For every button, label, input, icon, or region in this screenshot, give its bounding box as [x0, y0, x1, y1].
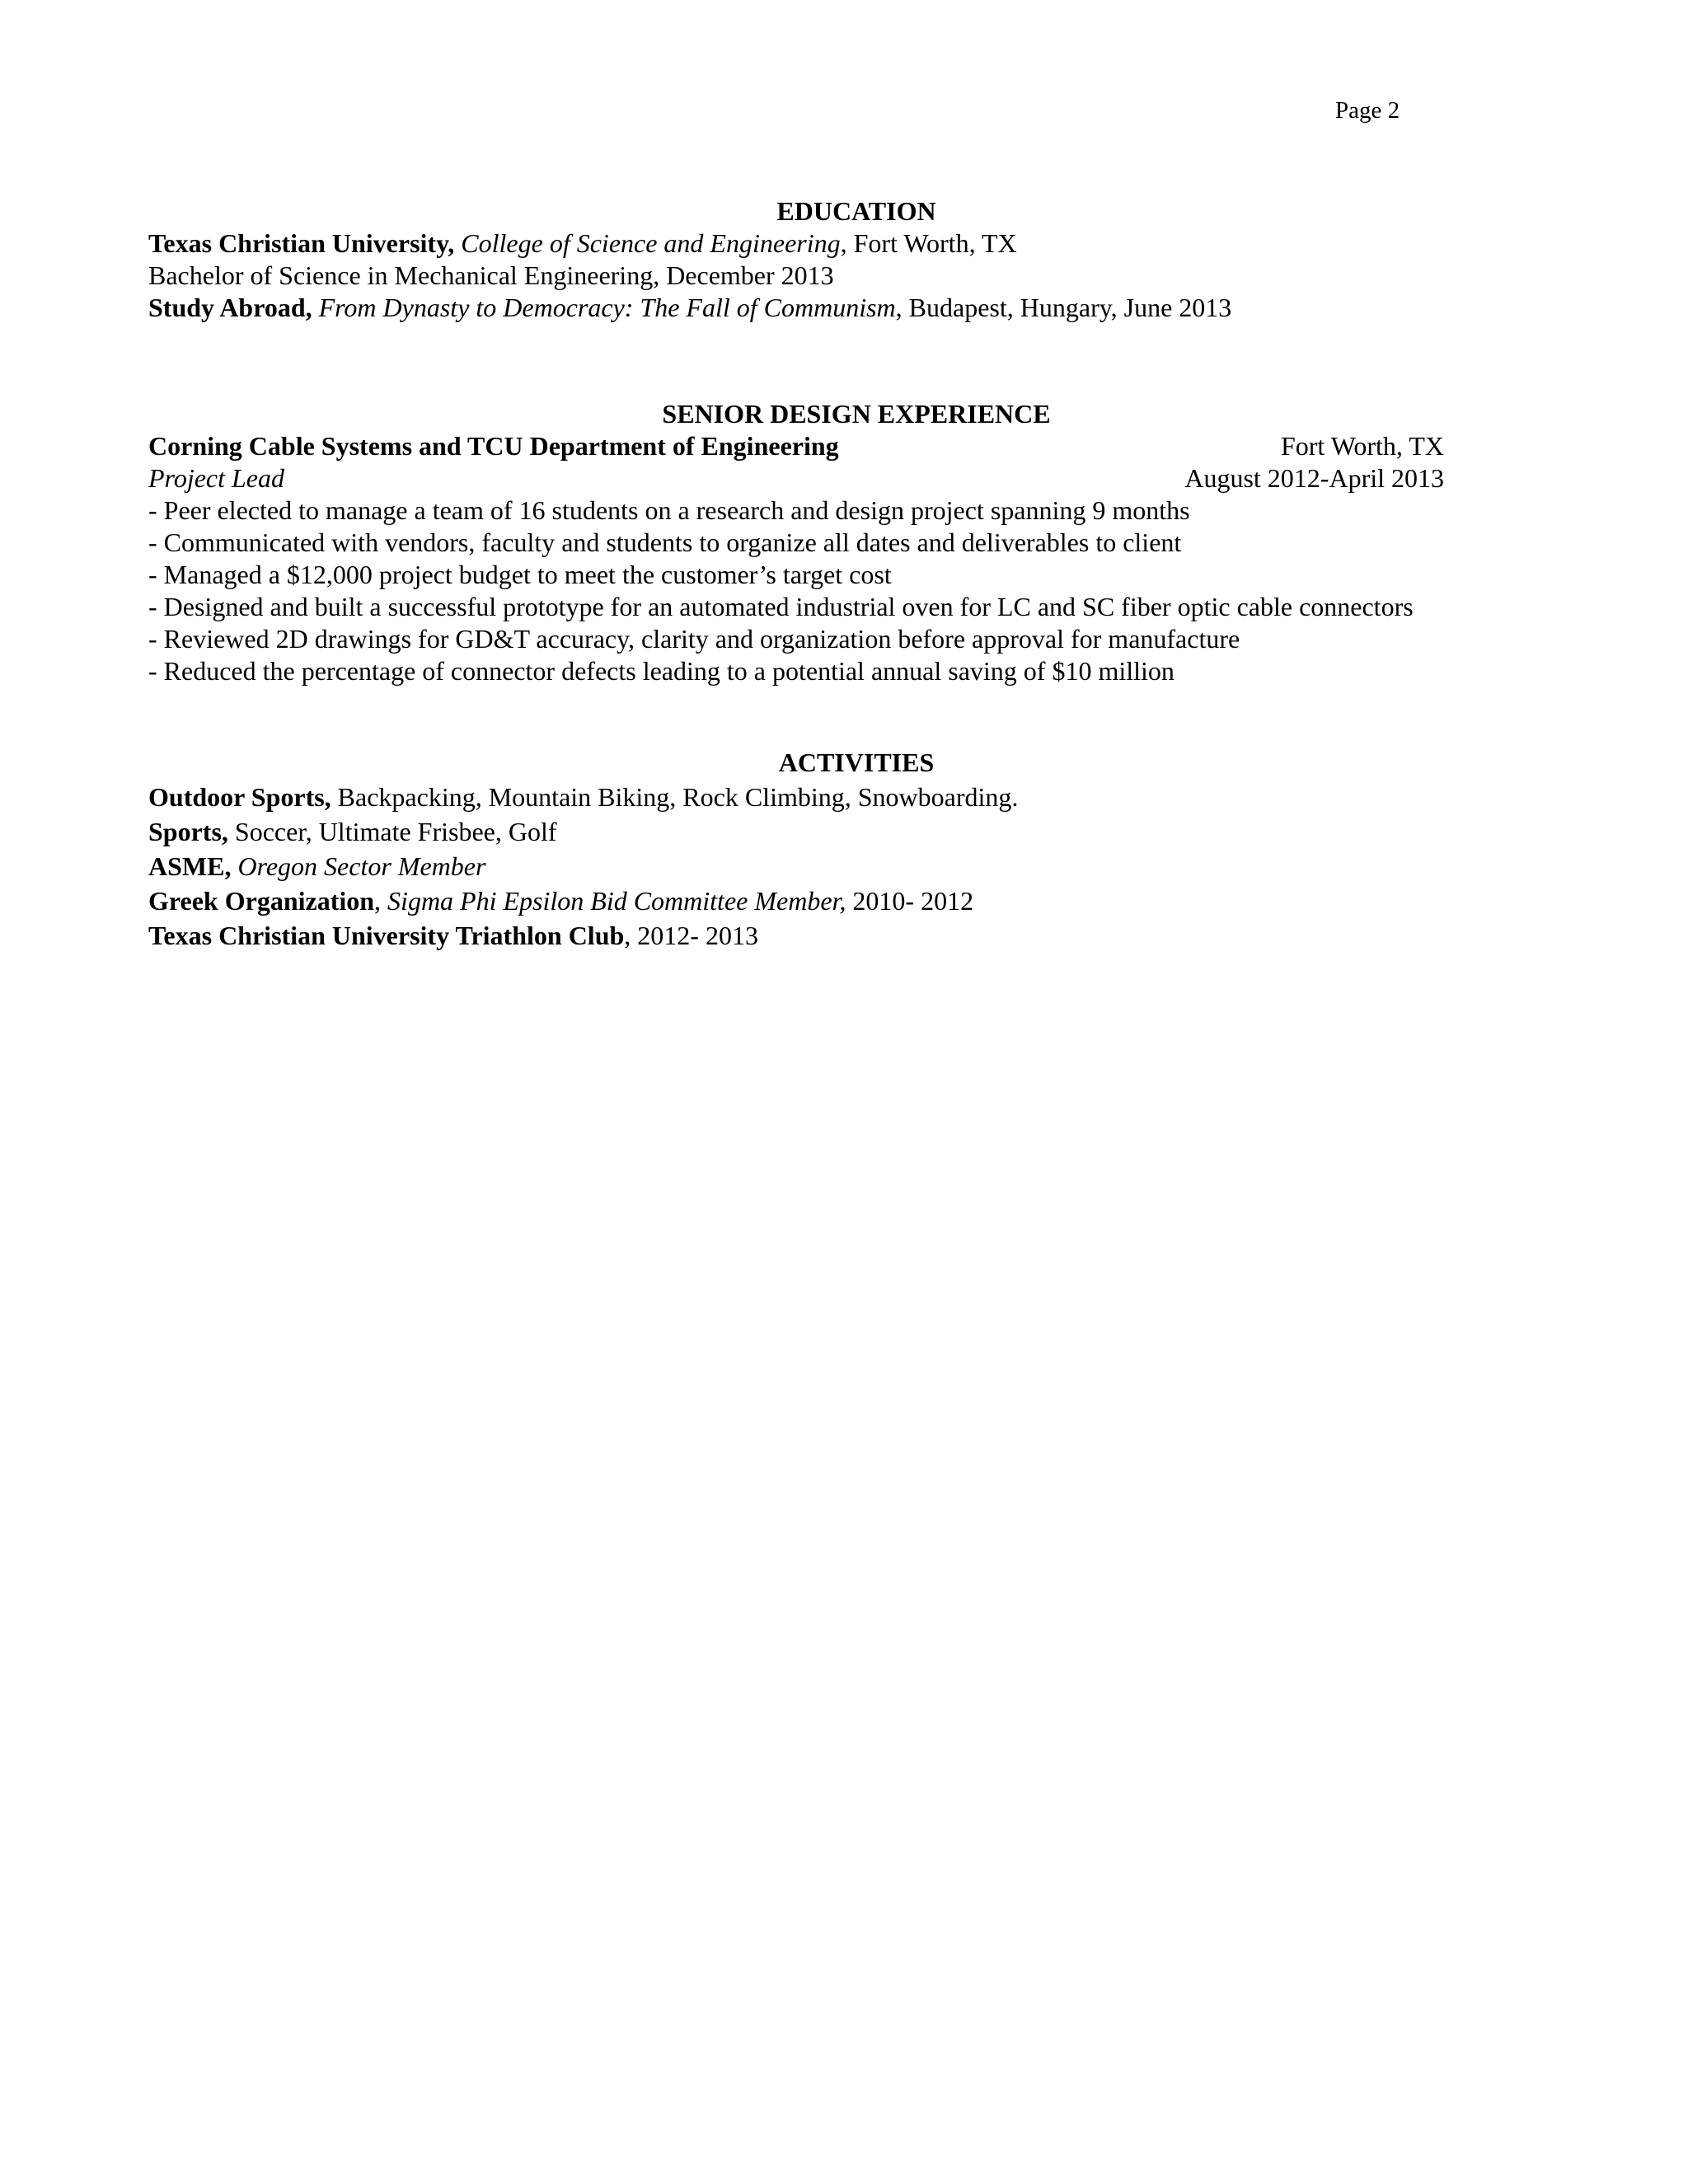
senior-design-section [148, 398, 1533, 687]
activity-asme [148, 849, 1533, 883]
education-heading: EDUCATION [776, 196, 936, 226]
activity-sports-text: Soccer, Ultimate Frisbee, Golf [227, 817, 557, 846]
page-number: Page 2 [1335, 97, 1400, 124]
activity-outdoor-label: Outdoor Sports, [148, 782, 331, 812]
activity-triathlon-years: , 2012- 2013 [624, 921, 758, 950]
senior-design-bullet: - Reduced the percentage of connector defects leading to a potential annual saving of $10 million [148, 656, 1175, 686]
education-tcu-line [148, 227, 1533, 260]
senior-design-dates: August 2012-April 2013 [1184, 463, 1444, 493]
senior-design-organization: Corning Cable Systems and TCU Department of Engineering [148, 431, 839, 461]
activity-greek-role: Sigma Phi Epsilon Bid Committee Member, [387, 886, 846, 916]
activity-triathlon [148, 918, 1533, 953]
tcu-college: College of Science and Engineering [461, 228, 841, 258]
activities-section [148, 745, 1533, 953]
activity-outdoor [148, 780, 1533, 814]
senior-design-org-row [148, 430, 1533, 462]
senior-design-role: Project Lead [148, 463, 284, 493]
activity-outdoor-text: Backpacking, Mountain Biking, Rock Climbing, Snowboarding. [331, 782, 1019, 812]
activity-sports-label: Sports, [148, 817, 228, 846]
senior-design-location: Fort Worth, TX [1280, 431, 1444, 461]
education-degree: Bachelor of Science in Mechanical Engineering, December 2013 [148, 260, 834, 290]
senior-design-bullet: - Peer elected to manage a team of 16 students on a research and design project spanning 9 months [148, 495, 1190, 525]
activity-greek-sep: , [374, 886, 388, 916]
education-section [148, 195, 1533, 324]
senior-design-bullet: - Reviewed 2D drawings for GD&T accuracy, clarity and organization before approval for manufacture [148, 624, 1240, 654]
tcu-name: Texas Christian University, [148, 228, 455, 258]
senior-design-bullet: - Designed and built a successful prototype for an automated industrial oven for LC and SC fiber optic cable connectors [148, 592, 1414, 621]
activity-asme-label: ASME, [148, 851, 232, 881]
education-abroad-line [148, 292, 1533, 324]
activity-asme-text: Oregon Sector Member [237, 851, 486, 881]
activity-greek [148, 883, 1533, 918]
abroad-program: From Dynasty to Democracy: The Fall of Communism [318, 293, 896, 322]
senior-design-role-row [148, 462, 1533, 494]
activity-sports [148, 814, 1533, 849]
activities-heading: ACTIVITIES [778, 748, 935, 777]
abroad-label: Study Abroad, [148, 293, 312, 322]
senior-design-heading: SENIOR DESIGN EXPERIENCE [662, 399, 1051, 429]
tcu-location: , Fort Worth, TX [840, 228, 1017, 258]
senior-design-bullet: - Communicated with vendors, faculty and students to organize all dates and deliverables to client [148, 527, 1182, 557]
senior-design-bullet: - Managed a $12,000 project budget to meet the customer’s target cost [148, 560, 892, 589]
activity-greek-label: Greek Organization [148, 886, 375, 916]
activity-greek-years: 2010- 2012 [846, 886, 974, 916]
abroad-detail: , Budapest, Hungary, June 2013 [895, 293, 1232, 322]
activity-triathlon-label: Texas Christian University Triathlon Club [148, 921, 625, 950]
